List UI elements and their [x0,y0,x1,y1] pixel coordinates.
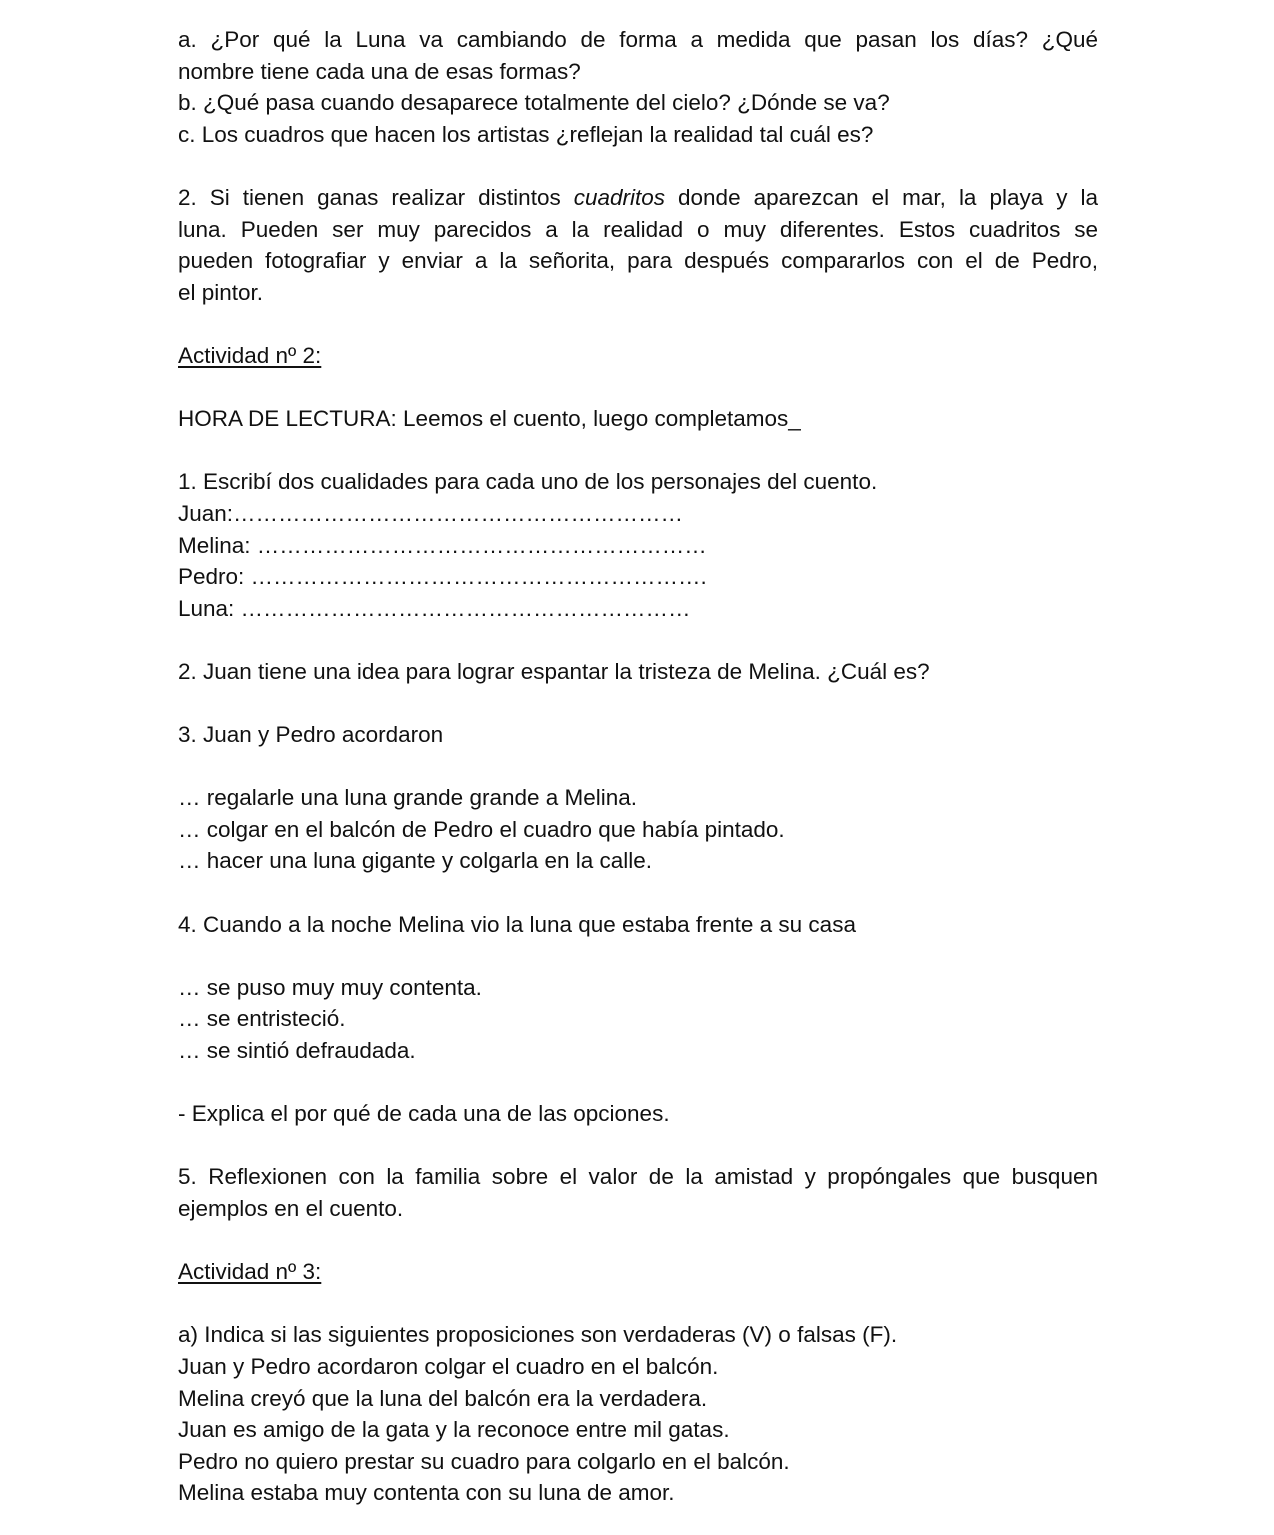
spacer [178,940,1098,972]
character-line-melina: Melina: …………………………………………………… [178,532,707,558]
question-c: c. Los cuadros que hacen los artistas ¿reflejan la realidad tal cuál es? [178,121,874,147]
spacer [178,150,1098,182]
activity2-question4: 4. Cuando a la noche Melina vio la luna que estaba frente a su casa [178,911,856,937]
question-b: b. ¿Qué pasa cuando desaparece totalmente del cielo? ¿Dónde se va? [178,90,890,116]
spacer [178,1288,1098,1320]
spacer [178,435,1098,467]
spacer [178,308,1098,340]
question3-option: … colgar en el balcón de Pedro el cuadro que había pintado. [178,816,785,842]
item2-line2: luna. Pueden ser muy parecidos a la realidad o muy diferentes. Estos cuadritos se [178,216,1098,242]
spacer [178,751,1098,783]
spacer [178,877,1098,909]
true-false-statement: Pedro no quiero prestar su cuadro para colgarlo en el balcón. [178,1448,790,1474]
true-false-statement: Melina estaba muy contenta con su luna de amor. [178,1480,675,1506]
question-a-line1: a. ¿Por qué la Luna va cambiando de forma a medida que pasan los días? ¿Qué [178,27,1098,52]
item2-text-start: 2. Si tienen ganas realizar distintos [178,184,574,210]
explain-instruction: - Explica el por qué de cada una de las opciones. [178,1101,670,1127]
true-false-statement: Juan es amigo de la gata y la reconoce entre mil gatas. [178,1417,730,1443]
activity3-instruction: a) Indica si las siguientes proposiciones son verdaderas (V) o falsas (F). [178,1322,898,1348]
activity2-heading: Actividad nº 2: [178,342,322,368]
spacer [178,1225,1098,1257]
spacer [178,1130,1098,1162]
character-line-juan: Juan:…………………………………………………… [178,500,684,526]
spacer [178,1067,1098,1099]
question3-option: … hacer una luna gigante y colgarla en la calle. [178,848,653,874]
spacer [178,372,1098,404]
activity2-question2: 2. Juan tiene una idea para lograr espantar la tristeza de Melina. ¿Cuál es? [178,658,930,684]
item2-line3: pueden fotografiar y enviar a la señorita, para después compararlos con el de Pedro, [178,248,1098,274]
item2-italic-word: cuadritos [573,184,666,210]
question4-option: … se puso muy muy contenta. [178,974,482,1000]
character-line-luna: Luna: …………………………………………………… [178,595,691,621]
item2-line1 [178,182,1098,214]
question3-option: … regalarle una luna grande grande a Melina. [178,785,638,811]
true-false-statement: Melina creyó que la luna del balcón era la verdadera. [178,1385,708,1411]
spacer [178,624,1098,656]
character-line-pedro: Pedro: ……………………………………………………. [178,564,707,590]
true-false-statement: Juan y Pedro acordaron colgar el cuadro en el balcón. [178,1353,719,1379]
item2-text-end: donde aparezcan el mar, la playa y la [665,184,1099,210]
activity2-question5-line1: 5. Reflexionen con la familia sobre el valor de la amistad y propóngales que busquen [178,1164,1098,1190]
question4-option: … se sintió defraudada. [178,1038,416,1063]
activity2-question5-line2: ejemplos en el cuento. [178,1195,404,1221]
item2-line4: el pintor. [178,279,264,305]
question-a-line2: nombre tiene cada una de esas formas? [178,58,581,84]
question4-option: … se entristeció. [178,1006,346,1032]
activity3-heading: Actividad nº 3: [178,1259,322,1285]
activity2-question3: 3. Juan y Pedro acordaron [178,722,444,748]
spacer [178,687,1098,719]
reading-instruction: HORA DE LECTURA: Leemos el cuento, luego completamos_ [178,406,801,432]
document-page [178,24,1098,1509]
activity2-question1: 1. Escribí dos cualidades para cada uno de los personajes del cuento. [178,469,878,495]
